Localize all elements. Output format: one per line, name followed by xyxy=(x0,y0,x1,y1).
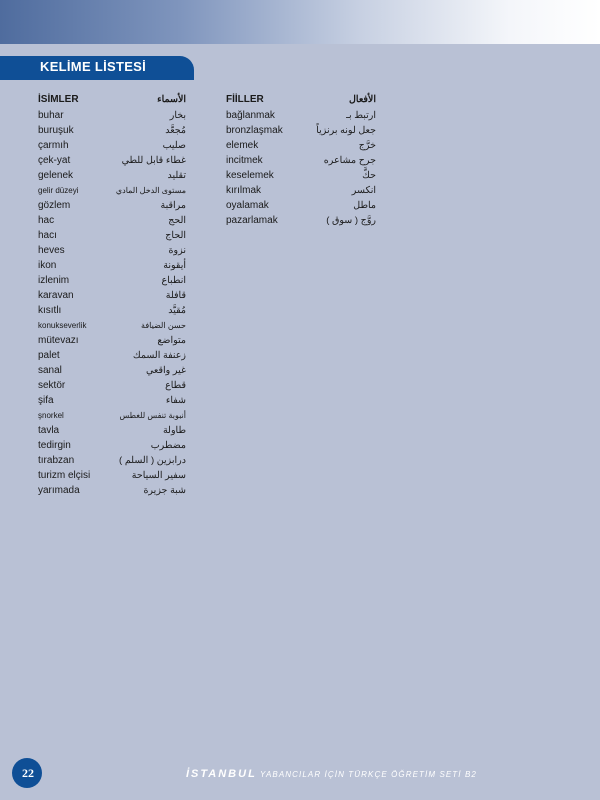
turkish-word: buruşuk xyxy=(38,125,74,136)
word-row xyxy=(226,198,376,213)
arabic-translation: تقليد xyxy=(167,170,186,181)
word-row xyxy=(38,468,186,483)
arabic-translation: الحج xyxy=(168,215,186,226)
arabic-translation: أنبوبة تنفس للغطس xyxy=(119,411,186,420)
turkish-word: buhar xyxy=(38,110,64,121)
word-row xyxy=(38,453,186,468)
word-row xyxy=(38,243,186,258)
arabic-translation: جعل لونه برنزياً xyxy=(316,125,376,136)
word-row xyxy=(226,123,376,138)
arabic-translation: زعنفة السمك xyxy=(132,350,186,361)
arabic-translation: شفاء xyxy=(165,395,186,406)
turkish-word: incitmek xyxy=(226,155,263,166)
arabic-translation: متواضع xyxy=(157,335,186,346)
verbs-column xyxy=(226,92,376,228)
turkish-word: gelir düzeyi xyxy=(38,186,79,195)
nouns-heading-ar: الأسماء xyxy=(157,94,186,105)
arabic-translation: خرَّج xyxy=(358,140,376,151)
word-row xyxy=(38,198,186,213)
footer-series-title xyxy=(186,768,477,780)
word-row xyxy=(38,303,186,318)
arabic-translation: قافلة xyxy=(165,290,186,301)
arabic-translation: نزوة xyxy=(168,245,186,256)
word-row xyxy=(226,213,376,228)
word-row xyxy=(38,393,186,408)
turkish-word: sektör xyxy=(38,380,66,391)
arabic-translation: مُجعَّد xyxy=(165,125,186,136)
nouns-list xyxy=(38,108,186,498)
turkish-word: yarımada xyxy=(38,485,80,496)
verbs-heading-ar: الأفعال xyxy=(349,94,376,105)
arabic-translation: قطاع xyxy=(165,380,186,391)
word-row xyxy=(38,168,186,183)
verbs-heading-tr: FİİLLER xyxy=(226,94,264,105)
turkish-word: tavla xyxy=(38,425,60,436)
turkish-word: konukseverlik xyxy=(38,321,87,330)
word-row xyxy=(226,183,376,198)
arabic-translation: حسن الضيافة xyxy=(141,321,186,330)
turkish-word: heves xyxy=(38,245,65,256)
top-gradient-band xyxy=(0,0,600,44)
arabic-translation: مستوى الدخل المادي xyxy=(115,186,186,195)
word-row xyxy=(38,183,186,198)
word-row xyxy=(38,138,186,153)
arabic-translation: ارتبط بـ xyxy=(346,110,376,121)
arabic-translation: بخار xyxy=(169,110,186,121)
word-row xyxy=(38,213,186,228)
turkish-word: şifa xyxy=(38,395,54,406)
nouns-heading-tr: İSİMLER xyxy=(38,94,79,105)
word-row xyxy=(38,408,186,423)
turkish-word: pazarlamak xyxy=(226,215,278,226)
turkish-word: elemek xyxy=(226,140,259,151)
verbs-heading xyxy=(226,92,376,107)
arabic-translation: غير واقعي xyxy=(146,365,186,376)
turkish-word: sanal xyxy=(38,365,62,376)
section-header-underline xyxy=(0,78,194,80)
turkish-word: gözlem xyxy=(38,200,71,211)
word-row xyxy=(38,318,186,333)
turkish-word: çarmıh xyxy=(38,140,69,151)
turkish-word: turizm elçisi xyxy=(38,470,91,481)
arabic-translation: صليب xyxy=(162,140,186,151)
turkish-word: hacı xyxy=(38,230,57,241)
nouns-heading xyxy=(38,92,186,107)
arabic-translation: مراقبة xyxy=(160,200,186,211)
nouns-column xyxy=(38,92,186,498)
turkish-word: çek-yat xyxy=(38,155,71,166)
word-row xyxy=(38,348,186,363)
arabic-translation: روَّج ( سوق ) xyxy=(326,215,376,226)
footer-brand: İSTANBUL xyxy=(186,768,257,780)
word-row xyxy=(38,123,186,138)
arabic-translation: درابزين ( السلم ) xyxy=(119,455,186,466)
turkish-word: oyalamak xyxy=(226,200,269,211)
section-header-tab xyxy=(0,56,194,78)
word-row xyxy=(38,438,186,453)
word-row xyxy=(38,153,186,168)
word-row xyxy=(38,258,186,273)
turkish-word: kısıtlı xyxy=(38,305,62,316)
word-row xyxy=(38,288,186,303)
arabic-translation: مضطرب xyxy=(150,440,186,451)
word-row xyxy=(226,138,376,153)
arabic-translation: غطاء قابل للطي xyxy=(121,155,186,166)
turkish-word: bağlanmak xyxy=(226,110,275,121)
word-row xyxy=(38,483,186,498)
turkish-word: bronzlaşmak xyxy=(226,125,283,136)
word-row xyxy=(226,153,376,168)
arabic-translation: حكَّ xyxy=(362,170,376,181)
arabic-translation: انطباع xyxy=(161,275,186,286)
turkish-word: şnorkel xyxy=(38,411,64,420)
turkish-word: ikon xyxy=(38,260,57,271)
arabic-translation: أيقونة xyxy=(163,260,186,271)
word-row xyxy=(38,228,186,243)
word-row xyxy=(38,273,186,288)
arabic-translation: ماطل xyxy=(353,200,376,211)
arabic-translation: انكسر xyxy=(351,185,376,196)
arabic-translation: شبة جزيرة xyxy=(143,485,186,496)
section-title: KELİME LİSTESİ xyxy=(40,59,147,74)
footer-subtitle: YABANCILAR İÇİN TÜRKÇE ÖĞRETİM SETİ B2 xyxy=(259,770,477,779)
arabic-translation: مُقيَّد xyxy=(168,305,186,316)
turkish-word: izlenim xyxy=(38,275,70,286)
turkish-word: tedirgin xyxy=(38,440,71,451)
arabic-translation: سفير السياحة xyxy=(131,470,186,481)
verbs-list xyxy=(226,108,376,228)
turkish-word: mütevazı xyxy=(38,335,79,346)
page-number: 22 xyxy=(22,766,34,780)
turkish-word: hac xyxy=(38,215,55,226)
turkish-word: karavan xyxy=(38,290,74,301)
word-row xyxy=(38,108,186,123)
arabic-translation: طاولة xyxy=(162,425,186,436)
word-row xyxy=(226,168,376,183)
word-row xyxy=(226,108,376,123)
word-row xyxy=(38,423,186,438)
arabic-translation: الحاج xyxy=(165,230,186,241)
word-row xyxy=(38,363,186,378)
turkish-word: palet xyxy=(38,350,60,361)
arabic-translation: جرح مشاعره xyxy=(323,155,376,166)
turkish-word: keselemek xyxy=(226,170,274,181)
word-row xyxy=(38,378,186,393)
turkish-word: gelenek xyxy=(38,170,74,181)
turkish-word: tırabzan xyxy=(38,455,75,466)
word-row xyxy=(38,333,186,348)
turkish-word: kırılmak xyxy=(226,185,261,196)
